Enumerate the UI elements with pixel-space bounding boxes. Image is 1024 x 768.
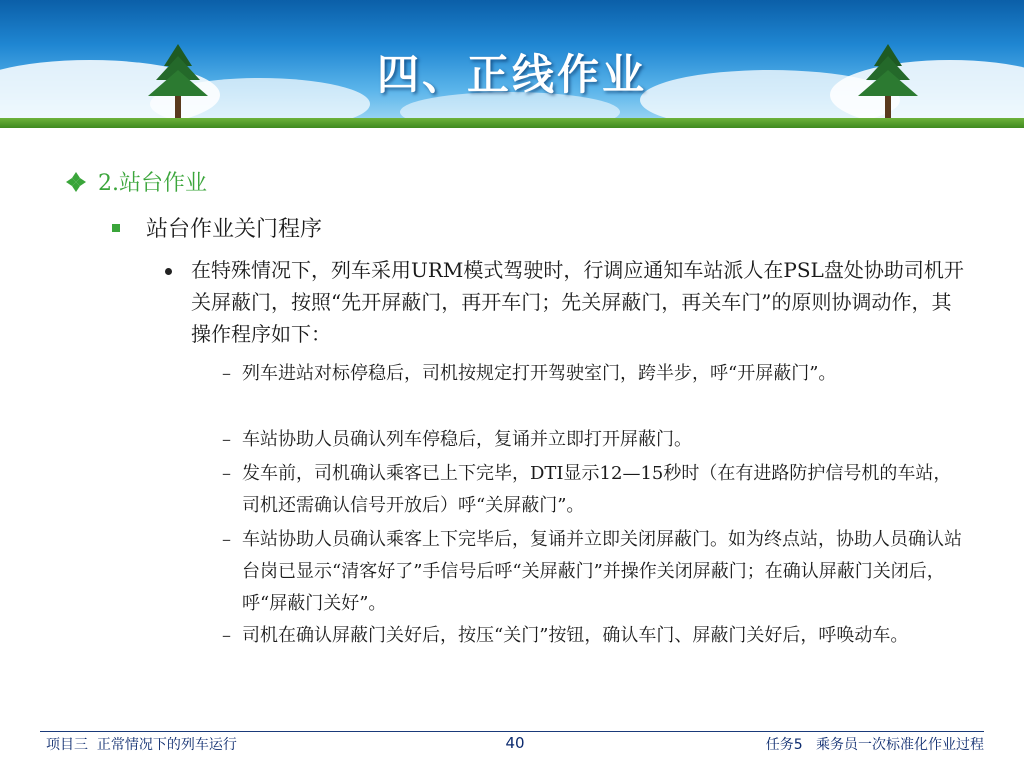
outline-level3 bbox=[165, 254, 965, 350]
dash-bullet-icon: – bbox=[222, 429, 231, 450]
dash-bullet-icon: – bbox=[222, 363, 231, 384]
level2-text: 站台作业关门程序 bbox=[146, 217, 323, 242]
dash-bullet-icon: – bbox=[222, 529, 231, 550]
outline-level1 bbox=[64, 166, 207, 197]
step-text: 发车前，司机确认乘客已上下完毕，DTI显示12—15秒时（在有进路防护信号机的车站，司机还需确认信号开放后）呼“关屏蔽门”。 bbox=[242, 463, 952, 516]
slide-title: 四、正线作业 bbox=[376, 50, 647, 99]
dash-bullet-icon: – bbox=[222, 463, 231, 484]
level3-text: 在特殊情况下，列车采用URM模式驾驶时，行调应通知车站派人在PSL盘处协助司机开关屏蔽门，按照“先开屏蔽门，再开车门；先关屏蔽门，再关车门”的原则协调动作，其操作程序如下： bbox=[191, 258, 964, 346]
step-text: 司机在确认屏蔽门关好后，按压“关门”按钮，确认车门、屏蔽门关好后，呼唤动车。 bbox=[242, 625, 909, 646]
footer-project: 项目三 正常情况下的列车运行 bbox=[46, 737, 237, 753]
step-item bbox=[222, 524, 962, 620]
step-text: 车站协助人员确认列车停稳后，复诵并立即打开屏蔽门。 bbox=[242, 429, 692, 450]
dash-bullet-icon: – bbox=[222, 625, 231, 646]
step-item bbox=[222, 424, 962, 456]
level1-text: 2.站台作业 bbox=[98, 171, 207, 196]
square-bullet-icon bbox=[112, 224, 120, 232]
footer-task: 任务5 乘务员一次标准化作业过程 bbox=[765, 737, 984, 753]
step-item bbox=[222, 620, 962, 652]
outline-level2 bbox=[112, 212, 322, 243]
round-bullet-icon bbox=[165, 268, 172, 275]
page-number: 40 bbox=[505, 734, 525, 752]
step-text: 车站协助人员确认乘客上下完毕后，复诵并立即关闭屏蔽门。如为终点站，协助人员确认站台岗已显示“清客好了”手信号后呼“关屏蔽门”并操作关闭屏蔽门；在确认屏蔽门关闭后，呼“屏蔽门关好”。 bbox=[242, 529, 962, 614]
step-item bbox=[222, 358, 962, 390]
grass-strip bbox=[0, 118, 1024, 128]
step-text: 列车进站对标停稳后，司机按规定打开驾驶室门，跨半步，呼“开屏蔽门”。 bbox=[242, 363, 837, 384]
header-banner bbox=[0, 0, 1024, 128]
step-item bbox=[222, 458, 962, 522]
diamond-bullet-icon bbox=[64, 170, 88, 194]
footer-divider bbox=[40, 731, 984, 732]
